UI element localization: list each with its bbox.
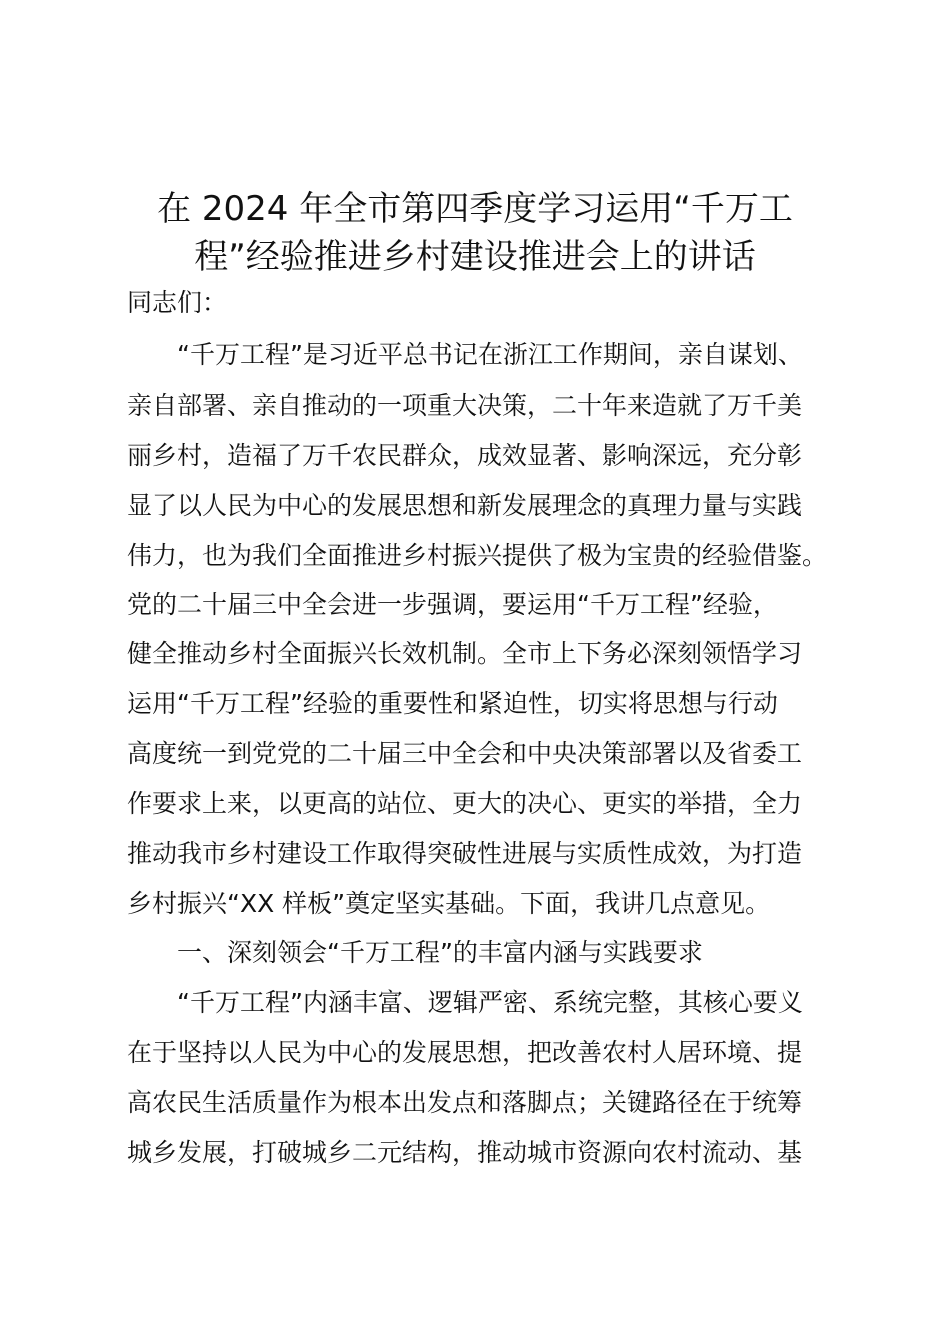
section-1-heading: 一、深刻领会“千万工程”的丰富内涵与实践要求	[177, 938, 703, 967]
paragraph-1-line: 亲自部署、亲自推动的一项重大决策，二十年来造就了万千美	[127, 391, 803, 420]
paragraph-1-line: 作要求上来，以更高的站位、更大的决心、更实的举措，全力	[127, 789, 803, 818]
paragraph-1-line: 丽乡村，造福了万千农民群众，成效显著、影响深远，充分彰	[127, 441, 803, 470]
paragraph-1-line: 运用“千万工程”经验的重要性和紧迫性，切实将思想与行动	[127, 689, 778, 718]
paragraph-1-line: 推动我市乡村建设工作取得突破性进展与实质性成效，为打造	[127, 839, 803, 868]
paragraph-1-line: 党的二十届三中全会进一步强调，要运用“千万工程”经验，	[127, 590, 778, 619]
paragraph-1-line: “千万工程”是习近平总书记在浙江工作期间，亲自谋划、	[177, 340, 803, 369]
document-title-line-2: 程”经验推进乡村建设推进会上的讲话	[194, 237, 756, 277]
paragraph-2-line: “千万工程”内涵丰富、逻辑严密、系统完整，其核心要义	[177, 988, 803, 1017]
document-title-line-1: 在 2024 年全市第四季度学习运用“千万工	[157, 189, 793, 229]
paragraph-2-line: 城乡发展，打破城乡二元结构，推动城市资源向农村流动、基	[127, 1138, 803, 1167]
paragraph-1-line: 乡村振兴“XX 样板”奠定坚实基础。下面，我讲几点意见。	[127, 889, 771, 918]
paragraph-1-line: 健全推动乡村全面振兴长效机制。全市上下务必深刻领悟学习	[127, 639, 803, 668]
paragraph-2-line: 在于坚持以人民为中心的发展思想，把改善农村人居环境、提	[127, 1038, 803, 1067]
paragraph-1-line: 显了以人民为中心的发展思想和新发展理念的真理力量与实践	[127, 491, 803, 520]
paragraph-1-line: 伟力，也为我们全面推进乡村振兴提供了极为宝贵的经验借鉴。	[127, 541, 828, 570]
salutation: 同志们：	[127, 288, 228, 317]
paragraph-2-line: 高农民生活质量作为根本出发点和落脚点；关键路径在于统筹	[127, 1088, 803, 1117]
paragraph-1-line: 高度统一到党党的二十届三中全会和中央决策部署以及省委工	[127, 739, 803, 768]
